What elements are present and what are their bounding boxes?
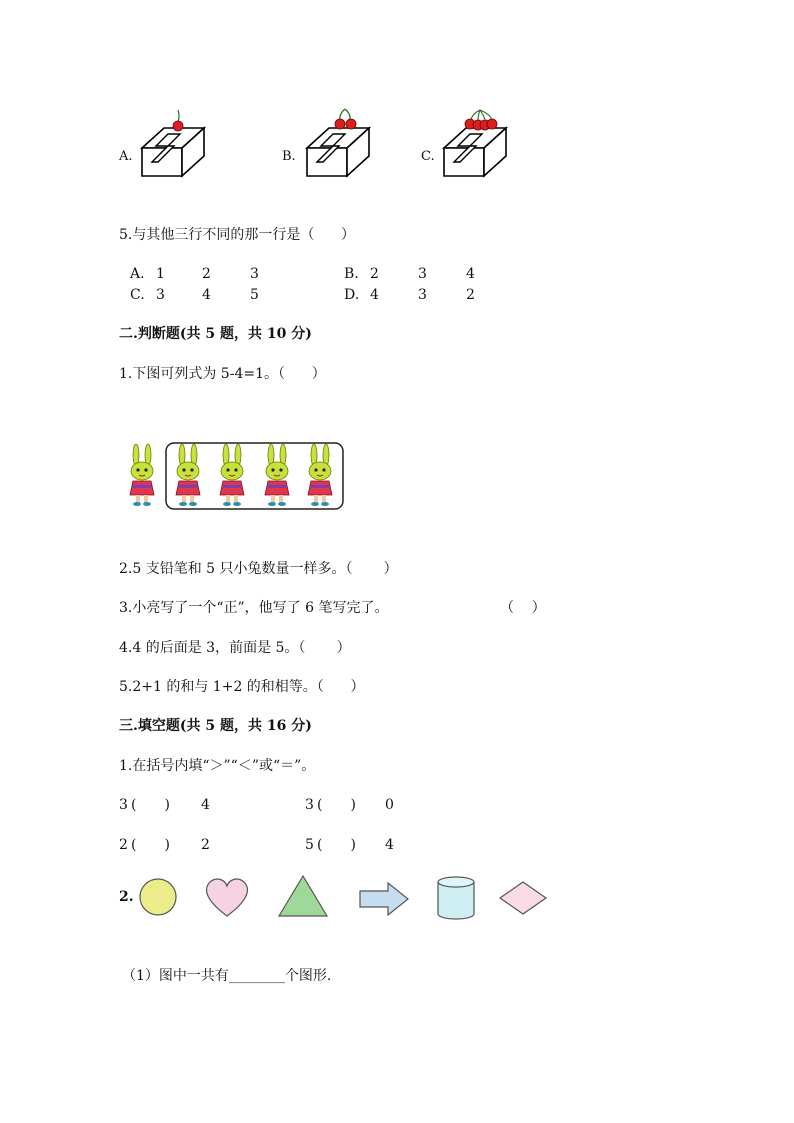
section3-q2-label: 2. — [119, 889, 134, 905]
q5-option-b-value: 3 — [418, 266, 427, 282]
arrow-shape — [360, 883, 408, 915]
box-two-cherries-image — [303, 106, 373, 180]
section3-q1-stem: 1.在括号内填“＞”“＜”或“＝”。 — [119, 758, 316, 774]
q5-stem: 5.与其他三行不同的那一行是（ ） — [119, 227, 356, 243]
q5-option-c-label: C. — [130, 287, 145, 303]
compare-grid — [119, 797, 419, 857]
compare-blank[interactable]: ( ) — [131, 797, 170, 813]
q5-option-a-value: 3 — [250, 266, 259, 282]
compare-right: 0 — [385, 797, 394, 813]
compare-left: 3 — [305, 797, 314, 813]
box-icon — [142, 128, 204, 176]
bunny-icon — [176, 444, 200, 506]
compare-right: 4 — [201, 797, 210, 813]
cylinder-shape — [438, 877, 474, 919]
section3-q2-sub: （1）图中一共有________个图形. — [122, 968, 332, 984]
box-icon — [444, 128, 506, 176]
cherry-icon — [465, 110, 497, 130]
compare-right: 4 — [385, 837, 394, 853]
compare-left: 5 — [305, 837, 314, 853]
bunny-icon — [220, 444, 244, 506]
bunny-icon — [308, 444, 332, 506]
box-icon — [307, 128, 369, 176]
q5-option-c-value: 5 — [250, 287, 259, 303]
option-b-label: B. — [282, 149, 296, 164]
q5-option-d-value: 2 — [466, 287, 475, 303]
shapes-image — [136, 872, 552, 924]
compare-left: 2 — [119, 837, 128, 853]
section2-item-2: 2.5 支铅笔和 5 只小兔数量一样多。（ ） — [119, 561, 398, 577]
q5-option-a-value: 1 — [156, 266, 165, 282]
compare-right: 2 — [201, 837, 210, 853]
q5-option-b-value: 2 — [370, 266, 379, 282]
q5-option-b-label: B. — [344, 266, 359, 282]
option-c-label: C. — [421, 149, 435, 164]
diamond-shape — [500, 882, 546, 914]
compare-blank[interactable]: ( ) — [131, 837, 170, 853]
heart-shape — [207, 879, 248, 916]
bunny-icon — [265, 444, 289, 506]
q5-option-d-value: 3 — [418, 287, 427, 303]
bunny-icon — [130, 444, 154, 506]
section2-item-3: 3.小亮写了一个“正”，他写了 6 笔写完了。 — [119, 600, 389, 616]
circle-shape — [140, 879, 176, 915]
q5-option-c-value: 4 — [202, 287, 211, 303]
box-four-cherries-image — [440, 106, 510, 180]
q5-option-d-value: 4 — [370, 287, 379, 303]
q5-option-b-value: 4 — [466, 266, 475, 282]
bunnies-image — [120, 438, 348, 514]
option-a-label: A. — [119, 149, 133, 164]
section2-item-3-paren: （ ） — [500, 600, 546, 616]
q5-option-d-label: D. — [344, 287, 360, 303]
cherry-icon — [335, 109, 356, 129]
cherry-icon — [173, 110, 183, 131]
section3-title: 三.填空题(共 5 题，共 16 分) — [119, 718, 312, 734]
compare-left: 3 — [119, 797, 128, 813]
q5-option-c-value: 3 — [156, 287, 165, 303]
box-one-cherry-image — [138, 106, 208, 180]
compare-blank[interactable]: ( ) — [317, 797, 356, 813]
q5-option-a-label: A. — [130, 266, 145, 282]
section2-title: 二.判断题(共 5 题，共 10 分) — [119, 326, 312, 342]
section2-item-1: 1.下图可列式为 5-4=1。（ ） — [119, 366, 326, 382]
section2-item-5: 5.2+1 的和与 1+2 的和相等。（ ） — [119, 679, 365, 695]
compare-blank[interactable]: ( ) — [317, 837, 356, 853]
triangle-shape — [279, 876, 327, 916]
q5-option-a-value: 2 — [202, 266, 211, 282]
section2-item-4: 4.4 的后面是 3，前面是 5。（ ） — [119, 640, 351, 656]
q5-options — [130, 266, 490, 306]
